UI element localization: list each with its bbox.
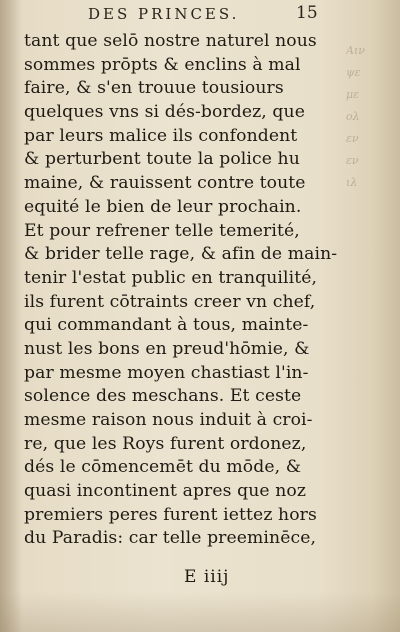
- body-text: [24, 30, 340, 551]
- text-line: quelques vns si dés-bordez, que: [24, 102, 305, 123]
- bleed-line: εν: [346, 154, 359, 167]
- text-line: faire, & s'en trouue tousiours: [24, 78, 284, 99]
- running-head: [0, 2, 400, 24]
- text-line: tenir l'estat public en tranquilité,: [24, 267, 318, 288]
- bleed-line: ολ: [346, 110, 360, 123]
- bleed-through-text: [346, 40, 396, 290]
- text-line: par mesme moyen chastiast l'in-: [24, 362, 309, 383]
- text-line: du Paradis: car telle preeminēce,: [24, 528, 317, 549]
- text-line: premiers peres furent iettez hors: [24, 504, 317, 525]
- text-line: sommes prōpts & enclins à mal: [24, 54, 301, 75]
- bleed-line: με: [346, 88, 360, 101]
- page-number: 15: [296, 3, 318, 23]
- text-line: & brider telle rage, & afin de main-: [24, 244, 338, 265]
- text-line: solence des meschans. Et ceste: [24, 386, 302, 407]
- text-line: ils furent cōtraints creer vn chef,: [24, 291, 316, 312]
- text-line: nust les bons en preud'hōmie, &: [24, 338, 310, 359]
- bleed-line: εν: [346, 132, 359, 145]
- bottom-shade: [0, 592, 400, 632]
- text-line: quasi incontinent apres que noz: [24, 481, 306, 502]
- text-line: re, que les Roys furent ordonez,: [24, 433, 307, 454]
- bleed-line: Αιν: [346, 44, 365, 57]
- text-line: mesme raison nous induit à croi-: [24, 410, 313, 430]
- text-line: equité le bien de leur prochain.: [24, 196, 302, 217]
- text-line: tant que selō nostre naturel nous: [24, 31, 317, 51]
- bleed-line: ψε: [346, 66, 361, 79]
- bleed-line: ιλ: [346, 176, 358, 189]
- text-line: maine, & rauissent contre toute: [24, 173, 306, 194]
- gutter-shadow: [0, 0, 22, 632]
- text-line: & perturbent toute la police hu: [24, 149, 300, 170]
- text-line: Et pour refrener telle temerité,: [24, 220, 300, 241]
- text-line: qui commandant à tous, mainte-: [24, 315, 309, 336]
- text-line: par leurs malice ils confondent: [24, 125, 298, 146]
- running-title: DES PRINCES.: [88, 5, 240, 23]
- text-line: dés le cōmencemēt du mōde, &: [24, 457, 302, 478]
- signature-mark: E iiij: [184, 567, 230, 587]
